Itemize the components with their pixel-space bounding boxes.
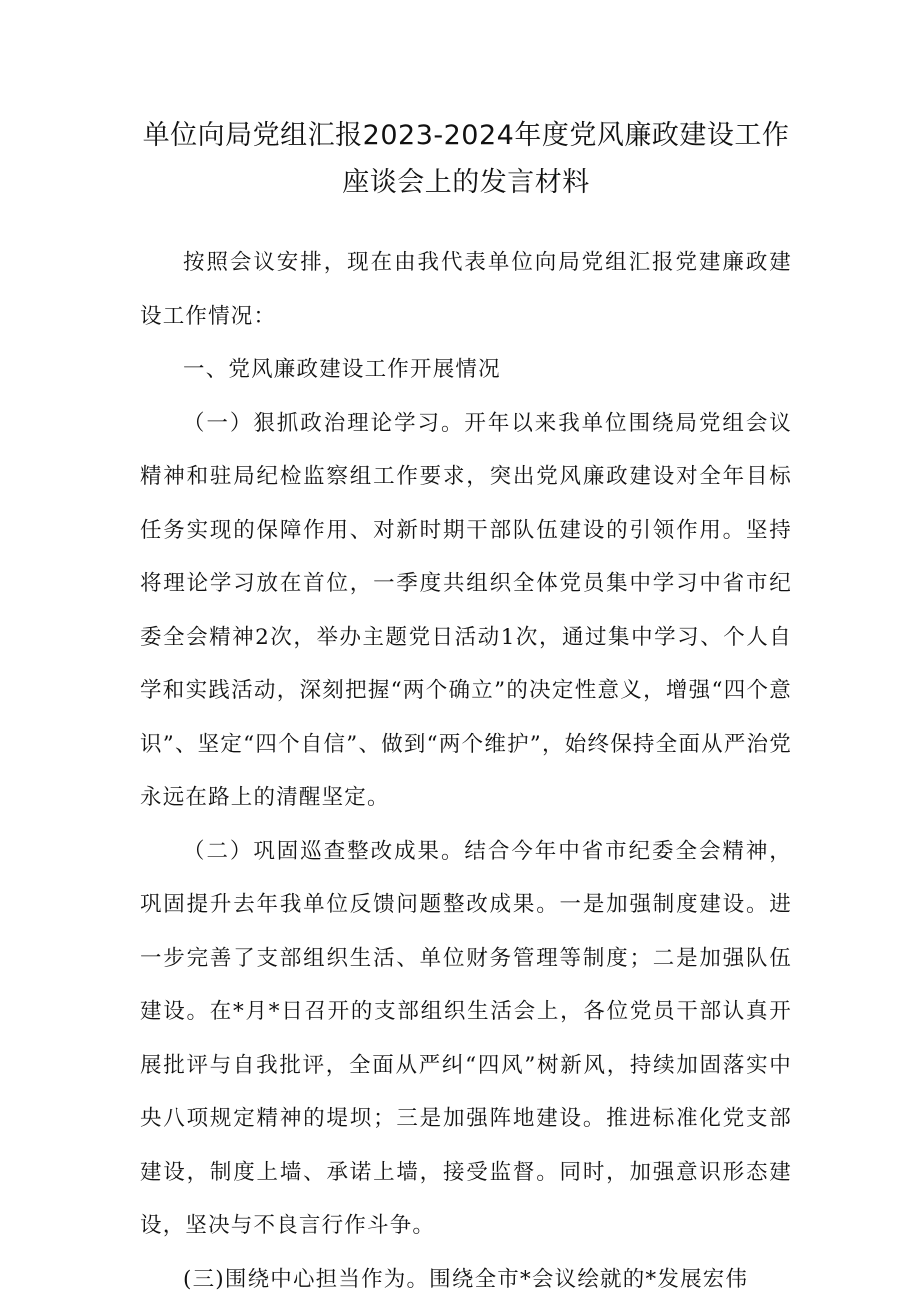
intro-paragraph: 按照会议安排，现在由我代表单位向局党组汇报党建廉政建设工作情况： — [140, 236, 792, 343]
paragraph-central-work: (三)围绕中心担当作为。围绕全市*会议绘就的*发展宏伟 — [140, 1253, 792, 1306]
section-1-heading: 一、党风廉政建设工作开展情况 — [140, 343, 792, 397]
title-line-2: 座谈会上的发言材料 — [140, 159, 792, 206]
title-line-1: 单位向局党组汇报2023-2024年度党风廉政建设工作 — [140, 112, 792, 159]
document-title — [140, 112, 792, 206]
paragraph-political-study: （一）狠抓政治理论学习。开年以来我单位围绕局党组会议精神和驻局纪检监察组工作要求，突出党风廉政建设对全年目标任务实现的保障作用、对新时期干部队伍建设的引领作用。坚持将理论学习放在首位，一季度共组织全体党员集中学习中省市纪委全会精神2次，举办主题党日活动1次，通过集中学习、个人自学和实践活动，深刻把握“两个确立”的决定性意义，增强“四个意识”、坚定“四个自信”、做到“两个维护”，始终保持全面从严治党永远在路上的清醒坚定。 — [140, 397, 792, 825]
paragraph-inspection-rectification: （二）巩固巡查整改成果。结合今年中省市纪委全会精神，巩固提升去年我单位反馈问题整改成果。一是加强制度建设。进一步完善了支部组织生活、单位财务管理等制度；二是加强队伍建设。在*月*日召开的支部组织生活会上，各位党员干部认真开展批评与自我批评，全面从严纠“四风”树新风，持续加固落实中央八项规定精神的堤坝；三是加强阵地建设。推进标准化党支部建设，制度上墙、承诺上墙，接受监督。同时，加强意识形态建设，坚决与不良言行作斗争。 — [140, 825, 792, 1253]
